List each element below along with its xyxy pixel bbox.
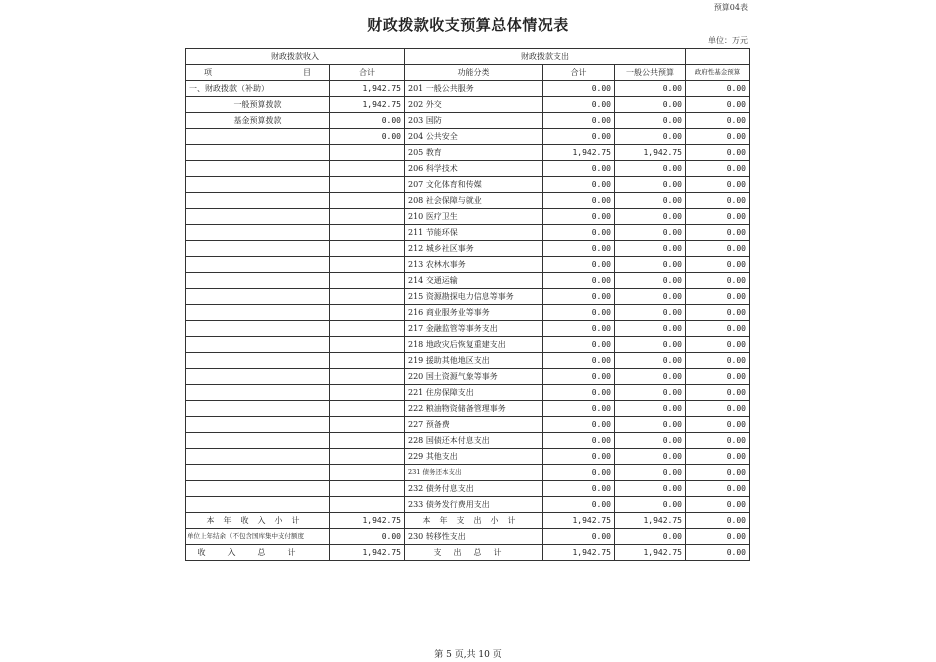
income-item-cell (186, 193, 330, 209)
general-budget-cell: 0.00 (615, 321, 686, 337)
table-row (186, 145, 750, 161)
gov-fund-cell: 0.00 (686, 113, 750, 129)
expense-total-cell: 0.00 (543, 113, 615, 129)
expense-grand-total-label: 支出总计 (405, 545, 543, 561)
income-amount-cell (330, 353, 405, 369)
function-class-header: 功能分类 (405, 65, 543, 81)
income-item-cell (186, 177, 330, 193)
general-budget-cell: 0.00 (615, 289, 686, 305)
gov-fund-cell: 0.00 (686, 209, 750, 225)
item-header-left: 项 (204, 68, 212, 77)
table-row (186, 193, 750, 209)
income-amount-cell: 0.00 (330, 113, 405, 129)
gov-fund-cell: 0.00 (686, 481, 750, 497)
income-item-cell (186, 417, 330, 433)
gov-fund-cell: 0.00 (686, 449, 750, 465)
expense-total-cell: 1,942.75 (543, 145, 615, 161)
carryover-total: 0.00 (543, 529, 615, 545)
table-row (186, 161, 750, 177)
function-class-cell: 229 其他支出 (405, 449, 543, 465)
function-class-cell: 231 债务还本支出 (405, 465, 543, 481)
expense-total-header: 合计 (543, 65, 615, 81)
expense-grand-total: 1,942.75 (543, 545, 615, 561)
general-budget-header: 一般公共预算 (615, 65, 686, 81)
income-amount-cell (330, 177, 405, 193)
table-row (186, 225, 750, 241)
budget-table (185, 48, 750, 561)
gov-fund-cell: 0.00 (686, 321, 750, 337)
function-class-cell: 215 资源勘探电力信息等事务 (405, 289, 543, 305)
expense-total-cell: 0.00 (543, 225, 615, 241)
expense-total-cell: 0.00 (543, 337, 615, 353)
gov-fund-cell: 0.00 (686, 97, 750, 113)
expense-total-cell: 0.00 (543, 177, 615, 193)
expense-total-cell: 0.00 (543, 369, 615, 385)
column-header-row (186, 65, 750, 81)
gov-fund-cell: 0.00 (686, 385, 750, 401)
function-class-cell: 232 债务付息支出 (405, 481, 543, 497)
income-total-header: 合计 (330, 65, 405, 81)
general-budget-cell: 0.00 (615, 385, 686, 401)
income-item-cell: 基金预算拨款 (186, 113, 330, 129)
income-amount-cell (330, 497, 405, 513)
expense-subtotal-general: 1,942.75 (615, 513, 686, 529)
gov-fund-cell: 0.00 (686, 289, 750, 305)
gov-fund-cell: 0.00 (686, 337, 750, 353)
general-budget-cell: 0.00 (615, 209, 686, 225)
table-row (186, 305, 750, 321)
income-amount-cell (330, 225, 405, 241)
general-budget-cell: 0.00 (615, 257, 686, 273)
function-class-cell: 233 债务发行费用支出 (405, 497, 543, 513)
income-amount-cell (330, 465, 405, 481)
gov-fund-header: 政府性基金预算 (686, 65, 750, 81)
income-item-cell (186, 209, 330, 225)
income-subtotal-label: 本年收入小计 (186, 513, 330, 529)
income-amount-cell (330, 417, 405, 433)
income-item-cell (186, 465, 330, 481)
general-budget-cell: 0.00 (615, 337, 686, 353)
income-item-cell (186, 273, 330, 289)
gov-fund-cell: 0.00 (686, 465, 750, 481)
function-class-cell: 221 住房保障支出 (405, 385, 543, 401)
expense-total-cell: 0.00 (543, 465, 615, 481)
carryover-func: 230 转移性支出 (405, 529, 543, 545)
carryover-label: 单位上年结余（不包含国库集中支付额度 (186, 529, 330, 545)
gov-fund-cell: 0.00 (686, 225, 750, 241)
gov-fund-cell: 0.00 (686, 161, 750, 177)
table-row (186, 497, 750, 513)
gov-fund-cell: 0.00 (686, 369, 750, 385)
table-row (186, 209, 750, 225)
function-class-cell: 222 粮油物资储备管理事务 (405, 401, 543, 417)
expense-total-cell: 0.00 (543, 417, 615, 433)
expense-total-cell: 0.00 (543, 433, 615, 449)
general-budget-cell: 0.00 (615, 353, 686, 369)
form-number: 预算04表 (713, 3, 748, 12)
income-item-cell (186, 385, 330, 401)
expense-total-cell: 0.00 (543, 353, 615, 369)
expense-total-cell: 0.00 (543, 81, 615, 97)
gov-fund-cell: 0.00 (686, 241, 750, 257)
general-budget-cell: 0.00 (615, 225, 686, 241)
income-item-cell (186, 145, 330, 161)
carryover-row (186, 529, 750, 545)
table-row (186, 177, 750, 193)
table-row (186, 97, 750, 113)
item-header (186, 65, 330, 81)
income-amount-cell (330, 321, 405, 337)
income-amount-cell (330, 241, 405, 257)
expense-total-cell: 0.00 (543, 289, 615, 305)
function-class-cell: 206 科学技术 (405, 161, 543, 177)
income-item-cell: 一、财政拨款（补助） (186, 81, 330, 97)
income-amount-cell (330, 193, 405, 209)
function-class-cell: 203 国防 (405, 113, 543, 129)
income-item-cell (186, 449, 330, 465)
general-budget-cell: 0.00 (615, 305, 686, 321)
general-budget-cell: 0.00 (615, 177, 686, 193)
gov-fund-cell: 0.00 (686, 353, 750, 369)
gov-fund-cell: 0.00 (686, 401, 750, 417)
general-budget-cell: 0.00 (615, 433, 686, 449)
general-budget-cell: 0.00 (615, 97, 686, 113)
function-class-cell: 227 预备费 (405, 417, 543, 433)
function-class-cell: 202 外交 (405, 97, 543, 113)
function-class-cell: 211 节能环保 (405, 225, 543, 241)
table-row (186, 321, 750, 337)
income-amount-cell: 1,942.75 (330, 97, 405, 113)
expense-total-cell: 0.00 (543, 97, 615, 113)
general-budget-cell: 0.00 (615, 81, 686, 97)
subtotal-row (186, 513, 750, 529)
income-amount-cell (330, 337, 405, 353)
table-row (186, 273, 750, 289)
income-amount-cell (330, 401, 405, 417)
expense-subtotal-fund: 0.00 (686, 513, 750, 529)
expense-subtotal-total: 1,942.75 (543, 513, 615, 529)
expense-total-cell: 0.00 (543, 161, 615, 177)
general-budget-cell: 0.00 (615, 113, 686, 129)
expense-total-cell: 0.00 (543, 257, 615, 273)
income-item-cell (186, 225, 330, 241)
expense-total-cell: 0.00 (543, 481, 615, 497)
carryover-amount: 0.00 (330, 529, 405, 545)
general-budget-cell: 0.00 (615, 401, 686, 417)
income-amount-cell (330, 433, 405, 449)
income-item-cell (186, 129, 330, 145)
gov-fund-cell: 0.00 (686, 305, 750, 321)
gov-fund-cell: 0.00 (686, 417, 750, 433)
income-item-cell (186, 337, 330, 353)
gov-fund-cell: 0.00 (686, 81, 750, 97)
income-amount-cell (330, 289, 405, 305)
expense-total-cell: 0.00 (543, 241, 615, 257)
gov-fund-cell: 0.00 (686, 497, 750, 513)
function-class-cell: 208 社会保障与就业 (405, 193, 543, 209)
income-item-cell (186, 433, 330, 449)
expense-total-cell: 0.00 (543, 129, 615, 145)
income-amount-cell (330, 449, 405, 465)
table-row (186, 417, 750, 433)
gov-fund-cell: 0.00 (686, 433, 750, 449)
item-header-right: 目 (303, 68, 311, 77)
grand-total-row (186, 545, 750, 561)
table-row (186, 433, 750, 449)
function-class-cell: 213 农林水事务 (405, 257, 543, 273)
carryover-general: 0.00 (615, 529, 686, 545)
table-row (186, 129, 750, 145)
function-class-cell: 212 城乡社区事务 (405, 241, 543, 257)
function-class-cell: 220 国土资源气象等事务 (405, 369, 543, 385)
general-budget-cell: 0.00 (615, 417, 686, 433)
gov-fund-cell: 0.00 (686, 145, 750, 161)
empty-header-cell (686, 49, 750, 65)
income-grand-total-label: 收入总计 (186, 545, 330, 561)
income-item-cell (186, 289, 330, 305)
income-item-cell (186, 401, 330, 417)
income-item-cell (186, 241, 330, 257)
expense-total-cell: 0.00 (543, 209, 615, 225)
expense-total-cell: 0.00 (543, 321, 615, 337)
income-amount-cell: 0.00 (330, 129, 405, 145)
table-row (186, 481, 750, 497)
income-item-cell: 一般预算拨款 (186, 97, 330, 113)
expense-grand-fund: 0.00 (686, 545, 750, 561)
gov-fund-cell: 0.00 (686, 257, 750, 273)
table-row (186, 369, 750, 385)
table-row (186, 337, 750, 353)
general-budget-cell: 0.00 (615, 449, 686, 465)
income-item-cell (186, 369, 330, 385)
table-row (186, 257, 750, 273)
carryover-fund: 0.00 (686, 529, 750, 545)
general-budget-cell: 0.00 (615, 161, 686, 177)
income-item-cell (186, 353, 330, 369)
function-class-cell: 228 国债还本付息支出 (405, 433, 543, 449)
general-budget-cell: 0.00 (615, 465, 686, 481)
table-row (186, 401, 750, 417)
general-budget-cell: 0.00 (615, 273, 686, 289)
expense-total-cell: 0.00 (543, 385, 615, 401)
income-amount-cell (330, 369, 405, 385)
income-group-header: 财政拨款收入 (186, 49, 405, 65)
general-budget-cell: 1,942.75 (615, 145, 686, 161)
function-class-cell: 219 援助其他地区支出 (405, 353, 543, 369)
gov-fund-cell: 0.00 (686, 177, 750, 193)
unit-label: 单位：万元 (708, 36, 748, 45)
function-class-cell: 204 公共安全 (405, 129, 543, 145)
expense-total-cell: 0.00 (543, 193, 615, 209)
function-class-cell: 207 文化体育和传媒 (405, 177, 543, 193)
expense-subtotal-label: 本年支出小计 (405, 513, 543, 529)
income-amount-cell (330, 145, 405, 161)
expense-total-cell: 0.00 (543, 305, 615, 321)
income-grand-total-amount: 1,942.75 (330, 545, 405, 561)
function-class-cell: 218 地政灾后恢复重建支出 (405, 337, 543, 353)
function-class-cell: 216 商业服务业等事务 (405, 305, 543, 321)
income-item-cell (186, 321, 330, 337)
general-budget-cell: 0.00 (615, 369, 686, 385)
income-subtotal-amount: 1,942.75 (330, 513, 405, 529)
expense-grand-general: 1,942.75 (615, 545, 686, 561)
function-class-cell: 214 交通运输 (405, 273, 543, 289)
expense-total-cell: 0.00 (543, 401, 615, 417)
income-item-cell (186, 257, 330, 273)
income-amount-cell (330, 209, 405, 225)
general-budget-cell: 0.00 (615, 241, 686, 257)
expense-total-cell: 0.00 (543, 449, 615, 465)
table-row (186, 81, 750, 97)
general-budget-cell: 0.00 (615, 497, 686, 513)
gov-fund-cell: 0.00 (686, 129, 750, 145)
table-row (186, 449, 750, 465)
page-indicator: 第 5 页,共 10 页 (434, 650, 502, 660)
income-amount-cell (330, 161, 405, 177)
table-row (186, 289, 750, 305)
income-amount-cell (330, 385, 405, 401)
table-row (186, 113, 750, 129)
group-header-row (186, 49, 750, 65)
general-budget-cell: 0.00 (615, 193, 686, 209)
gov-fund-cell: 0.00 (686, 193, 750, 209)
income-amount-cell: 1,942.75 (330, 81, 405, 97)
table-row (186, 241, 750, 257)
function-class-cell: 201 一般公共服务 (405, 81, 543, 97)
income-item-cell (186, 161, 330, 177)
general-budget-cell: 0.00 (615, 129, 686, 145)
income-amount-cell (330, 257, 405, 273)
general-budget-cell: 0.00 (615, 481, 686, 497)
income-item-cell (186, 497, 330, 513)
income-amount-cell (330, 481, 405, 497)
income-amount-cell (330, 273, 405, 289)
expense-total-cell: 0.00 (543, 273, 615, 289)
income-item-cell (186, 481, 330, 497)
function-class-cell: 205 教育 (405, 145, 543, 161)
table-row (186, 353, 750, 369)
page-title: 财政拨款收支预算总体情况表 (367, 16, 569, 34)
table-row (186, 465, 750, 481)
table-row (186, 385, 750, 401)
income-item-cell (186, 305, 330, 321)
expense-total-cell: 0.00 (543, 497, 615, 513)
income-amount-cell (330, 305, 405, 321)
expense-group-header: 财政拨款支出 (405, 49, 686, 65)
function-class-cell: 210 医疗卫生 (405, 209, 543, 225)
gov-fund-cell: 0.00 (686, 273, 750, 289)
function-class-cell: 217 金融监管等事务支出 (405, 321, 543, 337)
